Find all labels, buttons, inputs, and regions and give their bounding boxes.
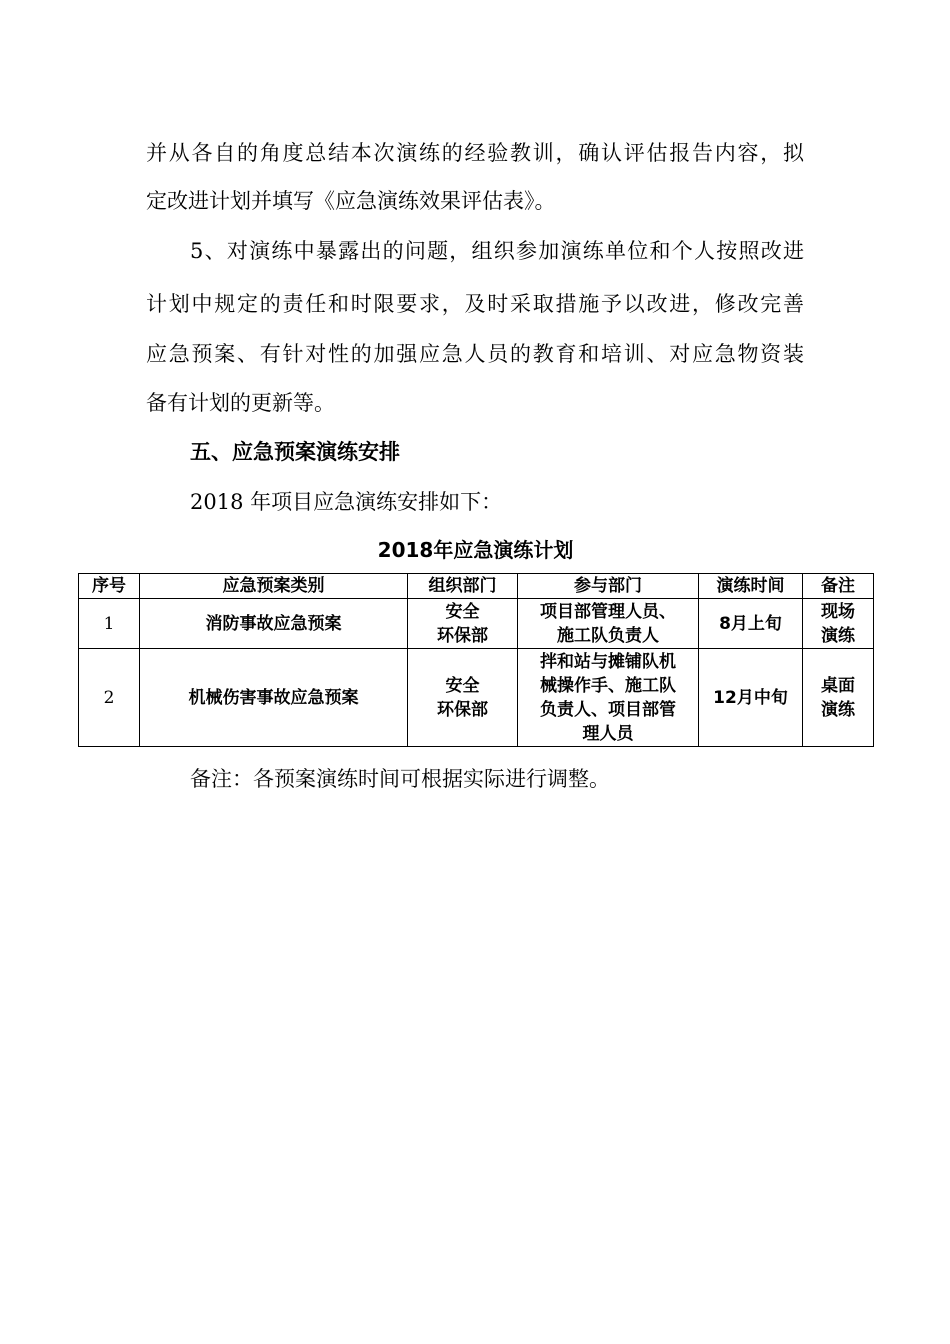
cell-line: 拌和站与摊铺队机: [540, 651, 676, 672]
cell-line: 环保部: [437, 699, 488, 720]
cell-organizer: [408, 649, 518, 747]
cell-line: 演练: [821, 699, 855, 720]
cell-drill-time: 8月上旬: [699, 599, 803, 649]
cell-line: 理人员: [582, 723, 634, 744]
header-organizer: 组织部门: [408, 574, 518, 599]
cell-drill-time: 12月中旬: [699, 649, 803, 747]
section-heading: 五、应急预案演练安排: [190, 440, 400, 464]
header-participants: 参与部门: [518, 574, 699, 599]
cell-index: 1: [79, 599, 140, 649]
header-drill-time: 演练时间: [699, 574, 803, 599]
cell-line: 现场: [821, 601, 855, 622]
table-row: [79, 599, 874, 649]
cell-line: 桌面: [821, 675, 855, 696]
cell-line: 项目部管理人员、: [540, 601, 676, 622]
cell-note: [803, 649, 874, 747]
text-line: 备有计划的更新等。: [146, 391, 335, 415]
cell-line: 演练: [821, 625, 855, 646]
text-line: 5、对演练中暴露出的问题，组织参加演练单位和个人按照改进: [190, 239, 804, 263]
intro-text: 2018 年项目应急演练安排如下：: [190, 490, 503, 514]
header-plan-type: 应急预案类别: [140, 574, 408, 599]
text-line: 定改进计划并填写《应急演练效果评估表》。: [146, 189, 556, 213]
cell-plan-type: 消防事故应急预案: [140, 599, 408, 649]
cell-line: 施工队负责人: [557, 625, 659, 646]
cell-line: 环保部: [437, 625, 488, 646]
cell-line: 安全: [445, 601, 480, 622]
header-index: 序号: [79, 574, 140, 599]
text-line: 计划中规定的责任和时限要求，及时采取措施予以改进，修改完善: [146, 292, 804, 316]
cell-participants: [518, 649, 699, 747]
cell-line: 负责人、项目部管: [540, 699, 676, 720]
text-line: 并从各自的角度总结本次演练的经验教训，确认评估报告内容，拟: [146, 141, 804, 165]
cell-line: 安全: [445, 675, 480, 696]
footnote: 备注：各预案演练时间可根据实际进行调整。: [190, 767, 610, 791]
cell-plan-type: 机械伤害事故应急预案: [140, 649, 408, 747]
cell-line: 械操作手、施工队: [540, 675, 676, 696]
cell-index: 2: [79, 649, 140, 747]
table-header-row: [79, 574, 874, 599]
header-note: 备注: [803, 574, 874, 599]
cell-organizer: [408, 599, 518, 649]
cell-participants: [518, 599, 699, 649]
table-title: 2018年应急演练计划: [377, 538, 574, 562]
cell-note: [803, 599, 874, 649]
table-row: [79, 649, 874, 747]
text-line: 应急预案、有针对性的加强应急人员的教育和培训、对应急物资装: [146, 342, 804, 366]
drill-plan-table: [78, 573, 874, 747]
